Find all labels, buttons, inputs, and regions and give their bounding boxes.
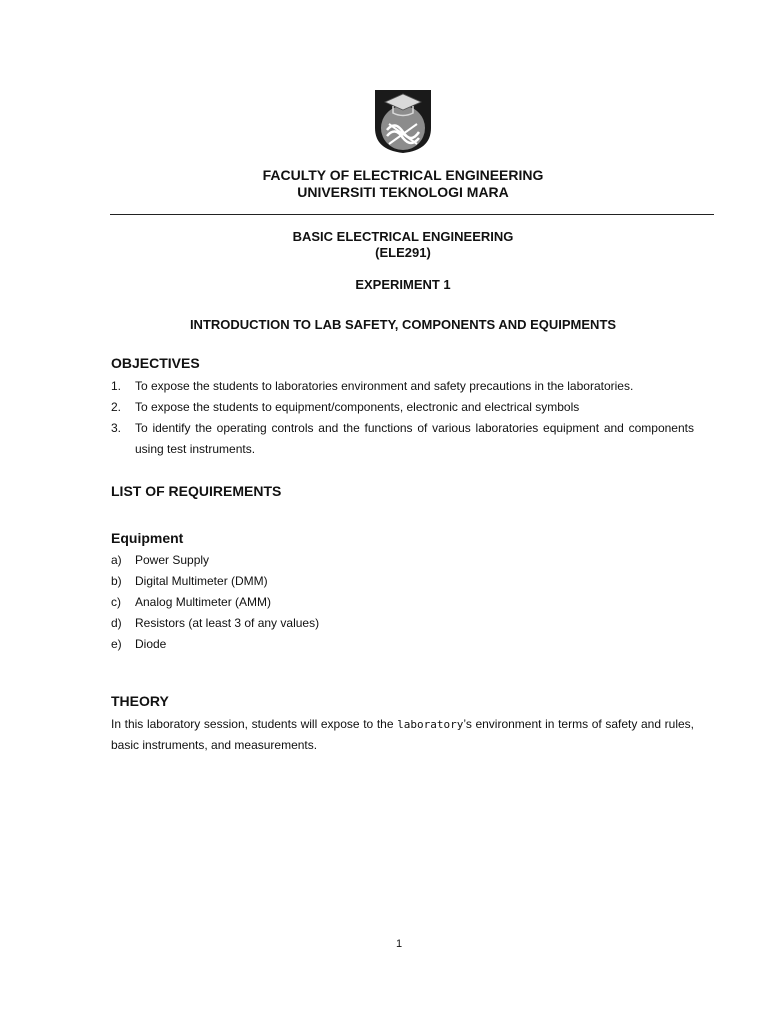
- theory-text-highlight: laboratory: [397, 718, 464, 731]
- objectives-list: [111, 376, 694, 460]
- list-item-text: Analog Multimeter (AMM): [135, 595, 272, 609]
- list-item: [111, 550, 694, 571]
- university-title: UNIVERSITI TEKNOLOGI MARA: [297, 184, 509, 200]
- theory-heading: THEORY: [111, 693, 169, 709]
- theory-paragraph: [111, 714, 694, 756]
- list-item: [111, 592, 694, 613]
- equipment-list: [111, 550, 694, 655]
- list-item-text: To expose the students to laboratories environment and safety precautions in the laboratories.: [135, 379, 634, 393]
- page-number: 1: [396, 938, 403, 950]
- course-name: BASIC ELECTRICAL ENGINEERING: [292, 229, 514, 244]
- university-logo: [373, 88, 433, 154]
- list-item-text: To expose the students to equipment/components, electronic and electrical symbols: [135, 400, 580, 414]
- list-item: [111, 397, 694, 418]
- course-code: (ELE291): [375, 245, 431, 260]
- list-marker: d): [111, 616, 122, 630]
- header-divider: [110, 214, 714, 215]
- experiment-label: EXPERIMENT 1: [355, 277, 451, 292]
- theory-text-end: ’s environment in terms of safety and rules, basic instruments, and measurements.: [111, 717, 694, 752]
- list-marker: c): [111, 595, 121, 609]
- objectives-heading: OBJECTIVES: [111, 355, 200, 371]
- list-item-text: Resistors (at least 3 of any values): [135, 616, 320, 630]
- list-item-text: Power Supply: [135, 553, 210, 567]
- list-item: [111, 634, 694, 655]
- list-item: [111, 571, 694, 592]
- list-item-text: To identify the operating controls and the functions of various laboratories equipment and components using test instruments.: [135, 421, 694, 456]
- list-marker: e): [111, 637, 122, 651]
- list-item-text: Digital Multimeter (DMM): [135, 574, 268, 588]
- list-item: [111, 613, 694, 634]
- list-item: [111, 418, 694, 460]
- equipment-heading: Equipment: [111, 530, 184, 546]
- theory-text-start: In this laboratory session, students will expose to the: [111, 717, 398, 731]
- requirements-heading: LIST OF REQUIREMENTS: [111, 483, 282, 499]
- experiment-title: INTRODUCTION TO LAB SAFETY, COMPONENTS AND EQUIPMENTS: [189, 317, 617, 332]
- uitm-crest-icon: [373, 88, 433, 154]
- list-marker: 1.: [111, 379, 122, 393]
- list-marker: 2.: [111, 400, 122, 414]
- list-marker: b): [111, 574, 122, 588]
- list-item: [111, 376, 694, 397]
- list-marker: 3.: [111, 421, 122, 435]
- faculty-title: FACULTY OF ELECTRICAL ENGINEERING: [262, 167, 544, 183]
- list-item-text: Diode: [135, 637, 167, 651]
- list-marker: a): [111, 553, 122, 567]
